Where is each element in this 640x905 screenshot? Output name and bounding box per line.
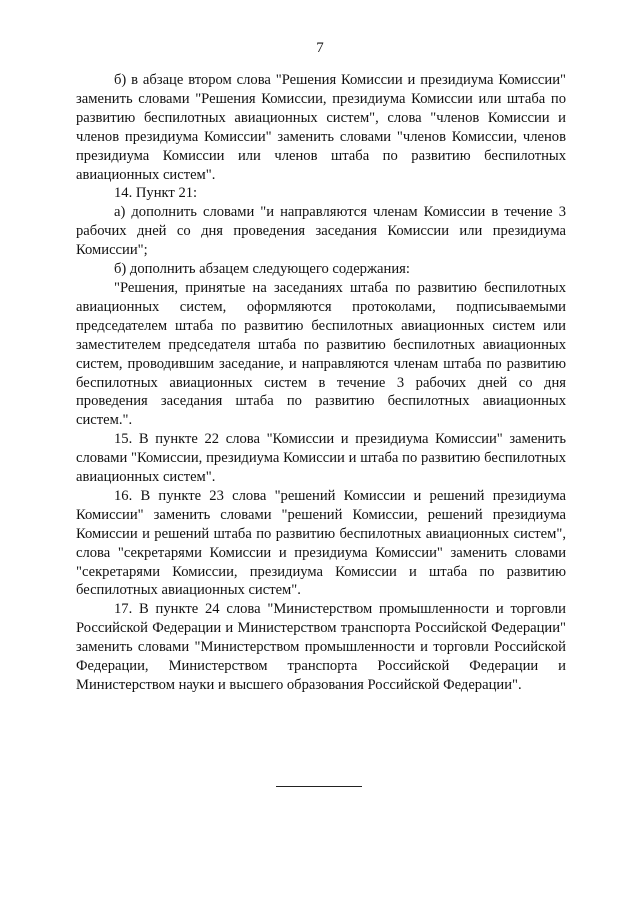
paragraph-14b-quote: "Решения, принятые на заседаниях штаба по развитию беспилотных авиационных систем, оформляются протоколами, подписываемыми председателем штаба по развитию беспилотных авиационных систем или заместителем председателя штаба по развитию беспилотных авиационных систем, проводившим заседание, и направляются членам штаба по развитию беспилотных авиационных систем в течение 3 рабочих дней со дня проведения заседания штаба по развитию беспилотных авиационных систем.". bbox=[76, 279, 566, 429]
paragraph-14-heading: 14. Пункт 21: bbox=[114, 185, 198, 202]
page-number: 7 bbox=[316, 40, 324, 56]
document-body bbox=[76, 71, 566, 695]
paragraph-16: 16. В пункте 23 слова "решений Комиссии и решений президиума Комиссии" заменить словами "решений Комиссии, решений президиума Комиссии и решений штаба по развитию беспилотных авиационных систем", слова "секретарями Комиссии и президиума Комиссии" заменить словами "секретарями Комиссии, президиума Комиссии и штаба по развитию беспилотных авиационных систем". bbox=[76, 487, 566, 599]
paragraph-14a: а) дополнить словами "и направляются членам Комиссии в течение 3 рабочих дней со дня проведения заседания Комиссии или президиума Комиссии"; bbox=[76, 204, 566, 259]
end-divider-line bbox=[276, 786, 362, 787]
paragraph-17: 17. В пункте 24 слова "Министерством промышленности и торговли Российской Федерации и Министерством транспорта Российской Федерации" заменить словами "Министерством промышленности и торговли Российской Федерации, Министерством транспорта Российской Федерации и Министерством науки и высшего образования Российской Федерации". bbox=[76, 601, 566, 693]
paragraph-14b: б) дополнить абзацем следующего содержания: bbox=[114, 261, 410, 278]
paragraph-15: 15. В пункте 22 слова "Комиссии и президиума Комиссии" заменить словами "Комиссии, президиума Комиссии и штаба по развитию беспилотных авиационных систем". bbox=[76, 431, 566, 486]
paragraph-13b: б) в абзаце втором слова "Решения Комиссии и президиума Комиссии" заменить словами "Решения Комиссии, президиума Комиссии или штаба по развитию беспилотных авиационных систем", слова "членов Комиссии и членов президиума Комиссии" заменить словами "членов Комиссии, членов президиума Комиссии или членов штаба по развитию беспилотных авиационных систем". bbox=[76, 72, 566, 183]
